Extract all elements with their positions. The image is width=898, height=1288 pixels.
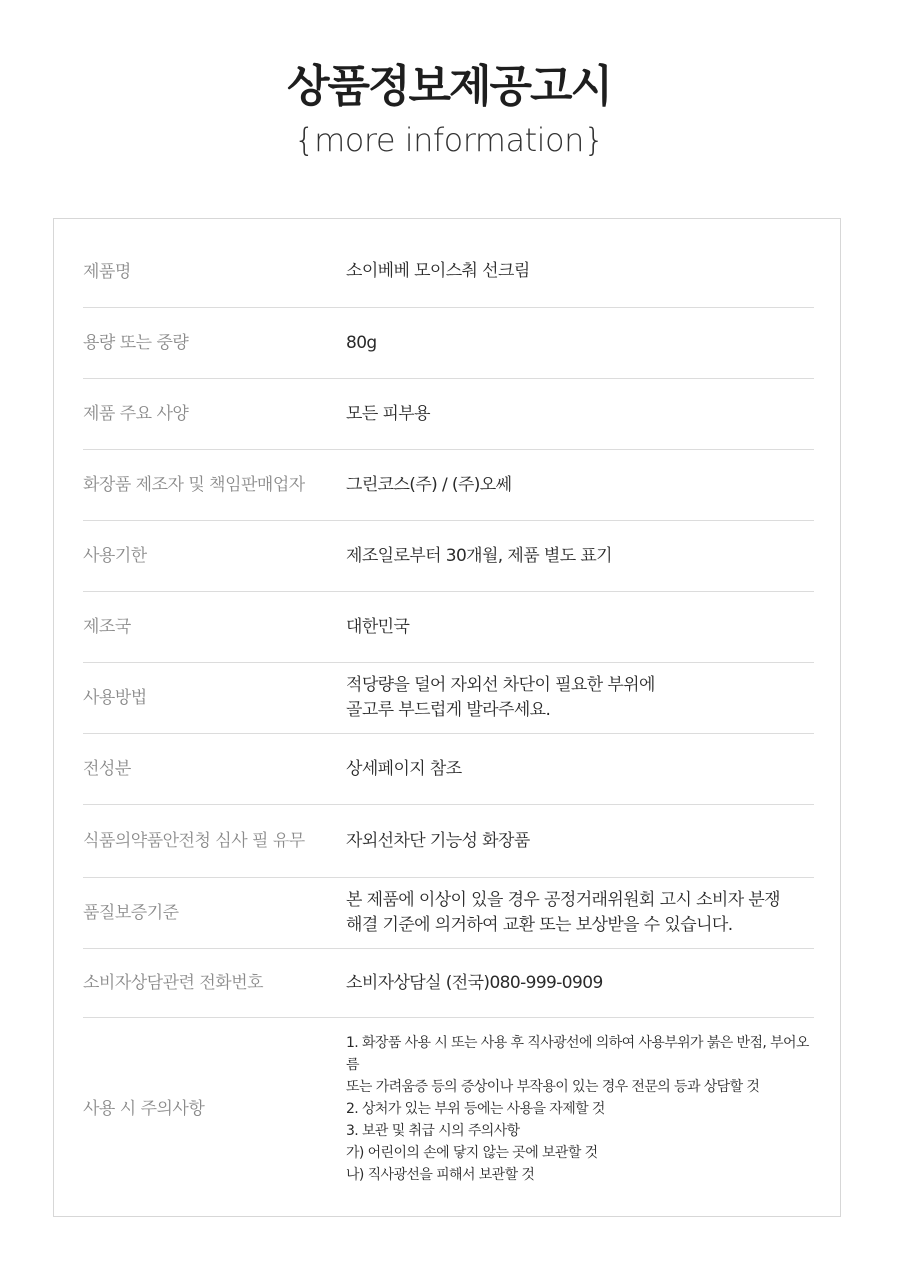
page-title: 상품정보제공고시 <box>286 61 612 112</box>
table-row <box>83 734 814 805</box>
table-row <box>83 236 814 308</box>
table-row <box>83 379 814 450</box>
row-value: 소비자상담실 (전국)080-999-0909 <box>346 972 603 993</box>
row-label: 품질보증기준 <box>83 903 179 923</box>
row-value: 본 제품에 이상이 있을 경우 공정거래위원회 고시 소비자 분쟁 해결 기준에 의거하여 교환 또는 보상받을 수 있습니다. <box>346 890 780 935</box>
table-row <box>83 450 814 521</box>
row-label: 전성분 <box>83 759 131 779</box>
row-label: 사용기한 <box>83 546 147 566</box>
table-row <box>83 1018 814 1200</box>
row-value: 자외선차단 기능성 화장품 <box>346 830 530 851</box>
row-label: 제품 주요 사양 <box>83 404 189 424</box>
table-row <box>83 663 814 734</box>
page-subtitle: {more information} <box>294 121 604 159</box>
row-value: 적당량을 덜어 자외선 차단이 필요한 부위에 골고루 부드럽게 발라주세요. <box>346 675 655 720</box>
row-label: 제조국 <box>83 617 131 637</box>
row-label: 식품의약품안전청 심사 필 유무 <box>83 831 305 851</box>
table-row <box>83 805 814 878</box>
row-value: 그린코스(주) / (주)오쎄 <box>346 474 512 495</box>
row-label: 사용방법 <box>83 688 147 708</box>
row-label: 제품명 <box>83 261 131 282</box>
row-label: 사용 시 주의사항 <box>83 1099 205 1119</box>
table-row <box>83 521 814 592</box>
table-row <box>83 592 814 663</box>
row-label: 소비자상담관련 전화번호 <box>83 973 264 993</box>
precautions-text: 1. 화장품 사용 시 또는 사용 후 직사광선에 의하여 사용부위가 붉은 반점, 부어오름 또는 가려움증 등의 증상이나 부작용이 있는 경우 전문의 등과 상담할 것 2. 상처가 있는 부위 등에는 사용을 자제할 것 3. 보관 및 취급 시의 주의사항 가) 어린이의 손에 닿지 않는 곳에 보관할 것 나) 직사광선을 피해서 보관할 것 <box>346 1035 809 1183</box>
row-value: 80g <box>346 332 377 353</box>
row-label: 용량 또는 중량 <box>83 333 189 353</box>
row-label: 화장품 제조자 및 책임판매업자 <box>83 475 305 495</box>
row-value: 제조일로부터 30개월, 제품 별도 표기 <box>346 545 612 566</box>
table-row <box>83 308 814 379</box>
table-row <box>83 878 814 949</box>
table-row <box>83 949 814 1018</box>
row-value: 대한민국 <box>346 616 410 637</box>
info-table <box>53 218 841 1217</box>
row-value: 모든 피부용 <box>346 403 430 424</box>
row-value: 소이베베 모이스춰 선크림 <box>346 261 530 281</box>
row-value: 상세페이지 참조 <box>346 758 462 779</box>
